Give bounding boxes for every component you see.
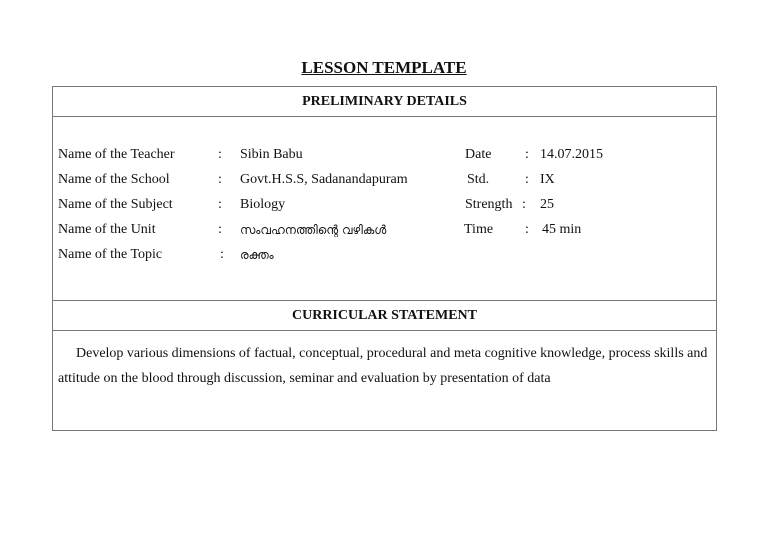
detail-label: Name of the School [58,172,170,187]
detail-right-colon: : [525,147,529,162]
detail-colon: : [220,247,224,262]
detail-label: Name of the Subject [58,197,173,212]
detail-value: Govt.H.S.S, Sadanandapuram [240,172,408,187]
detail-right-value: IX [540,172,555,187]
detail-right-value: 14.07.2015 [540,147,603,162]
detail-row-unit [53,220,716,240]
detail-row-school [53,170,716,190]
detail-right-label: Std. [467,172,490,187]
detail-value: രക്തം [240,248,274,262]
detail-colon: : [218,222,222,237]
detail-right-colon: : [525,172,529,187]
detail-right-label: Strength [465,197,513,212]
detail-right-value: 45 min [542,222,582,237]
detail-row-subject [53,195,716,215]
detail-right-colon: : [525,222,529,237]
preliminary-details-heading: PRELIMINARY DETAILS [53,87,716,117]
preliminary-details-section [52,86,717,301]
detail-value: സംവഹനത്തിന്റെ വഴികൾ [240,223,387,237]
detail-colon: : [218,147,222,162]
detail-label: Name of the Topic [58,247,163,262]
curricular-statement-body: Develop various dimensions of factual, conceptual, procedural and meta cognitive knowledge, process skills and attitude on the blood through discussion, seminar and evaluation by presentation of data [58,346,708,386]
detail-colon: : [218,172,222,187]
curricular-statement-text [58,341,712,391]
detail-right-label: Date [465,147,492,162]
detail-value: Sibin Babu [240,147,303,162]
detail-row-teacher [53,145,716,165]
curricular-statement-heading: CURRICULAR STATEMENT [53,299,716,331]
curricular-statement-section [52,299,717,431]
detail-right-label: Time [464,222,494,237]
detail-right-colon: : [522,197,526,212]
page-title: LESSON TEMPLATE [301,58,467,77]
detail-label: Name of the Unit [58,222,156,237]
detail-row-topic [53,245,716,265]
detail-label: Name of the Teacher [58,147,175,162]
detail-right-value: 25 [540,197,554,212]
detail-colon: : [218,197,222,212]
detail-value: Biology [240,197,286,212]
